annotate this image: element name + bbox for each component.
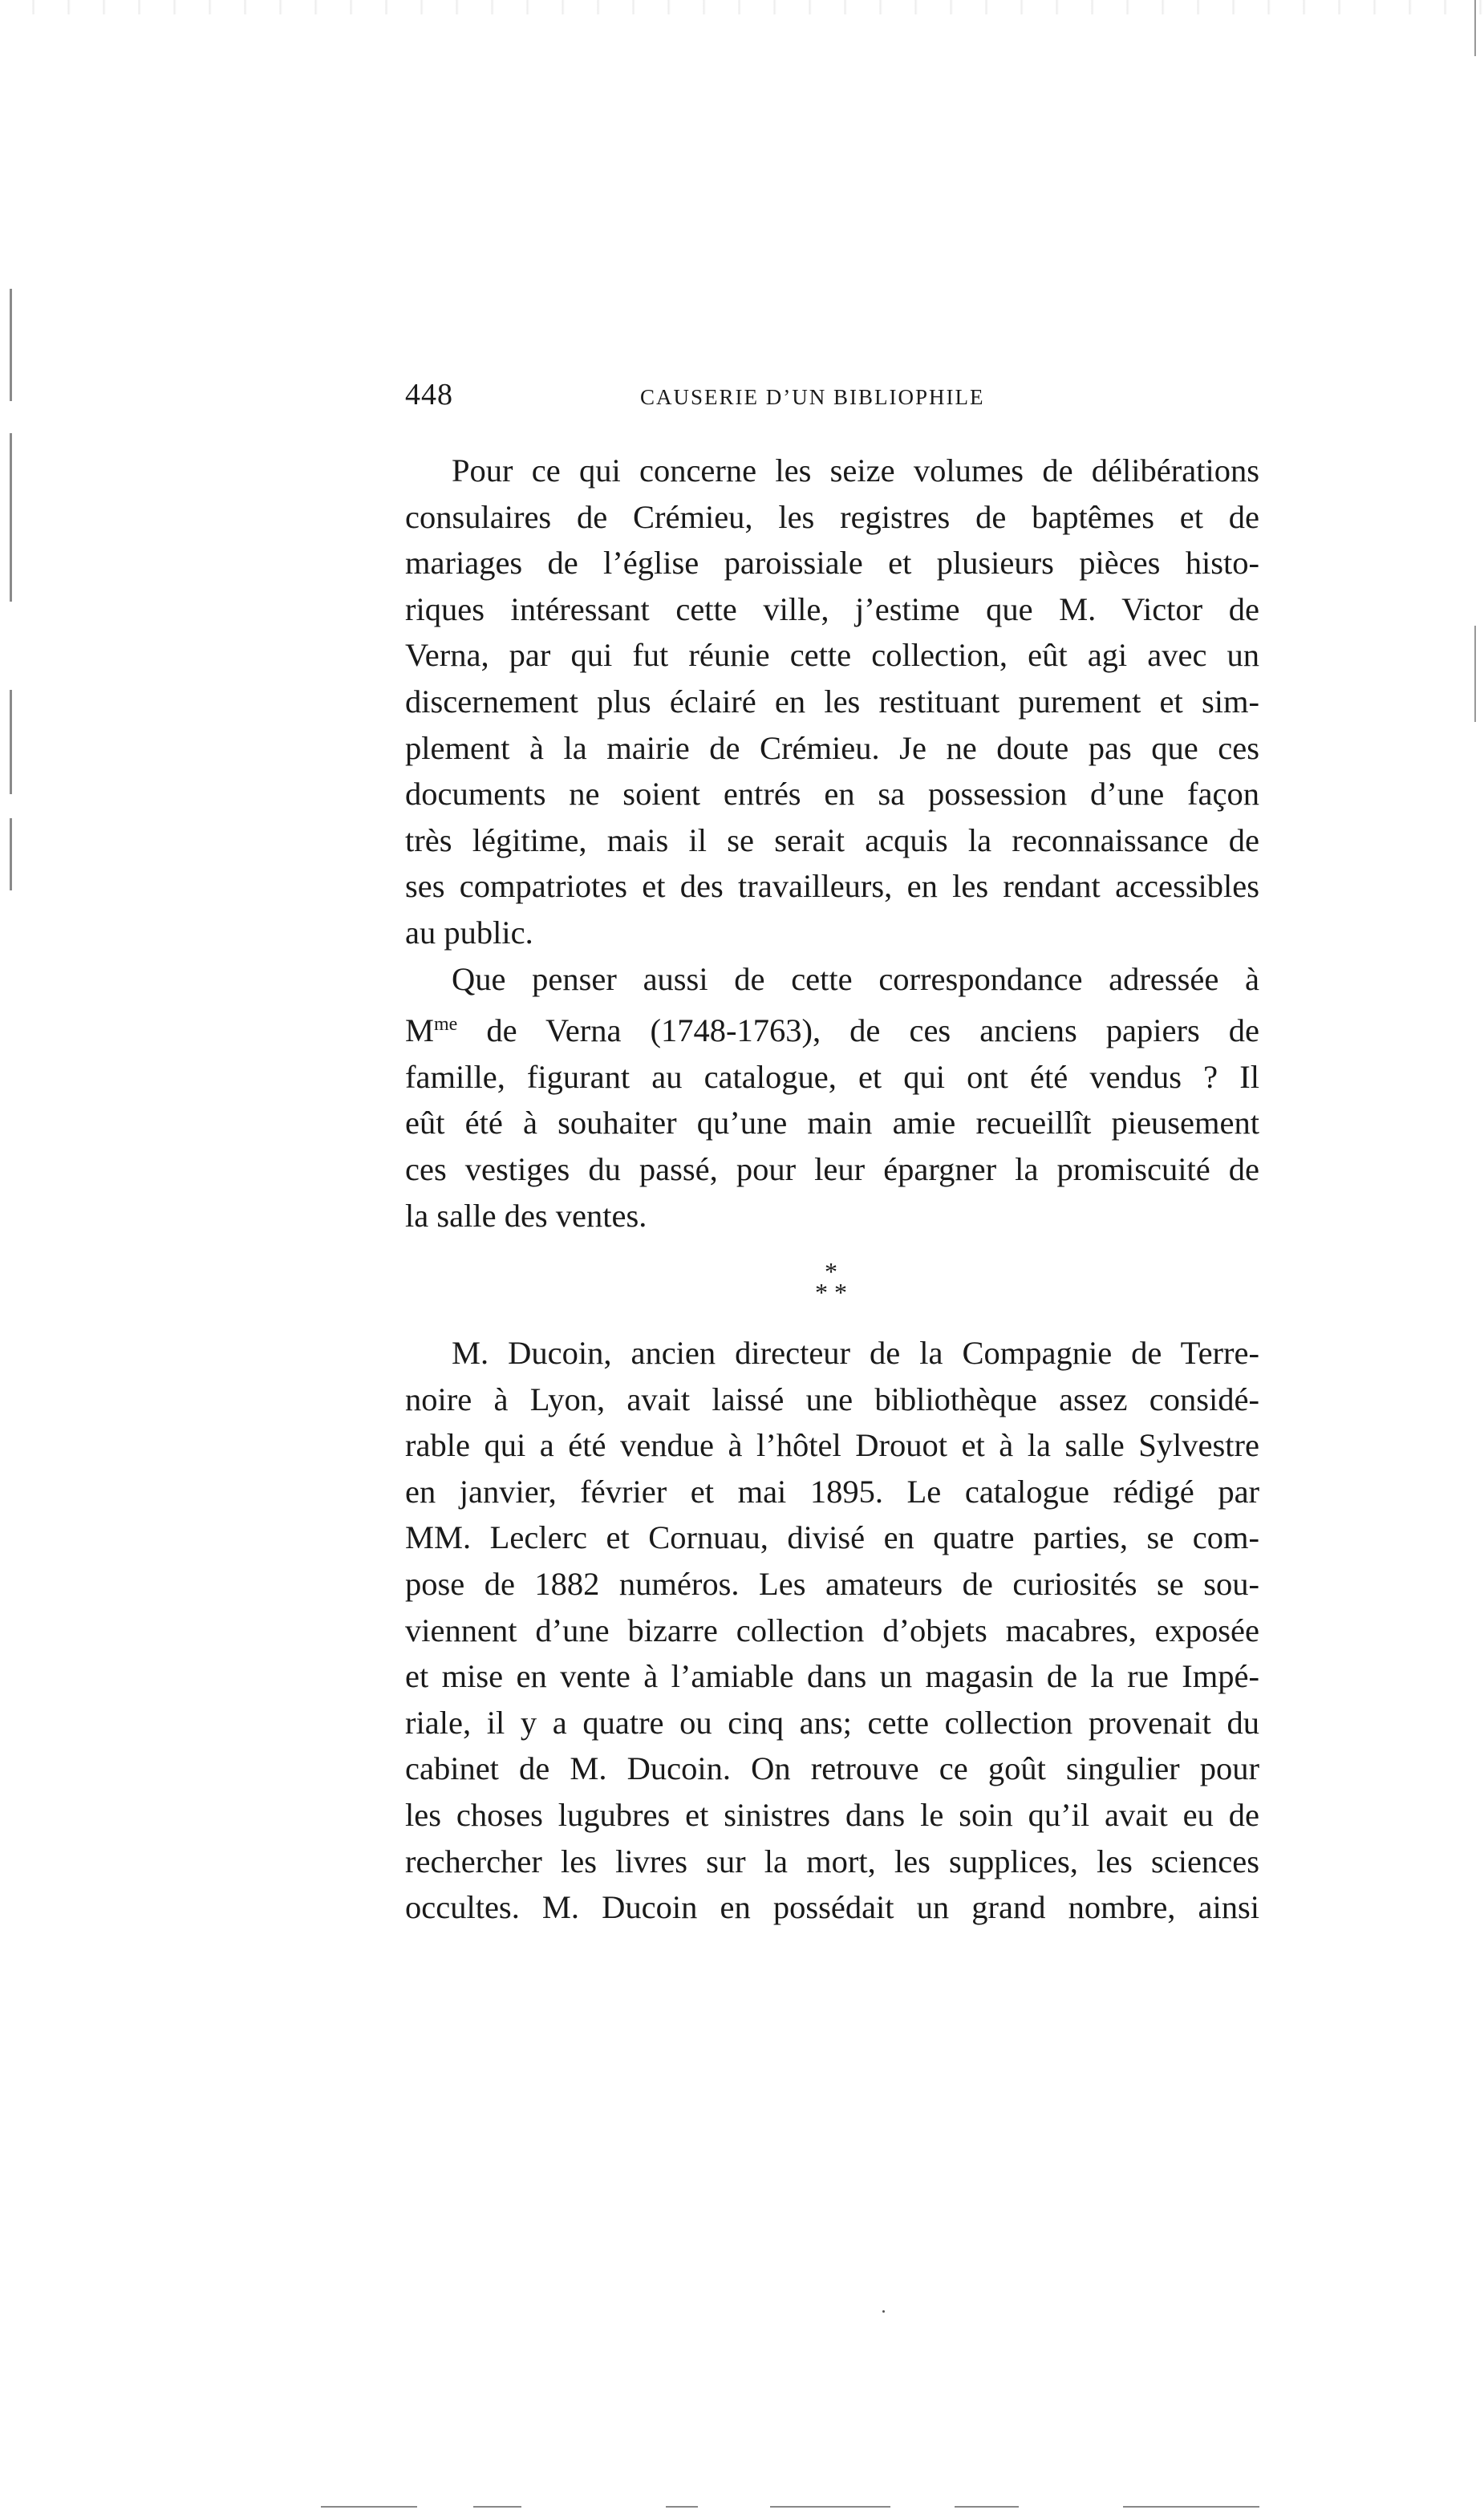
text-fragment: de Verna (1748-1763), de ces anciens papiers de [457,1012,1260,1049]
scan-edge-mark-right [1474,0,1476,56]
text-line [405,1002,1259,1054]
scan-noise-top [0,0,1484,14]
text-line: M. Ducoin, ancien directeur de la Compagnie de Terre- [452,1335,1259,1371]
running-head: CAUSERIE D’UN BIBLIOPHILE [640,385,985,409]
text-line: consulaires de Crémieu, les registres de baptêmes et de [405,498,1260,535]
scan-bottom-mark [770,2506,890,2508]
text-line: mariages de l’église paroissiale et plusieurs pièces histo- [405,545,1259,582]
text-line: plement à la mairie de Crémieu. Je ne doute pas que ces [405,729,1260,766]
text-line: en janvier, février et mai 1895. Le catalogue rédigé par [405,1473,1260,1510]
asterism-top: * [825,1257,837,1286]
page-number: 448 [405,378,453,412]
superscript-me: me [434,1014,458,1036]
text-line: au public. [405,914,533,951]
text-line: riale, il y a quatre ou cinq ans; cette collection provenait du [405,1704,1260,1741]
text-line: rechercher les livres sur la mort, les supplices, les sciences [405,1843,1259,1879]
text-line: très légitime, mais il se serait acquis la reconnaissance de [405,821,1259,858]
text-line: ces vestiges du passé, pour leur épargner la promiscuité de [405,1150,1259,1187]
text-line: MM. Leclerc et Cornuau, divisé en quatre parties, se com- [405,1519,1260,1556]
text-line: viennent d’une bizarre collection d’objets macabres, exposée [405,1612,1260,1648]
text-line: riques intéressant cette ville, j’estime que M. Victor de [405,590,1259,627]
paragraph-1 [405,448,1259,956]
text-line: Que penser aussi de cette correspondance adressée à [452,960,1259,997]
scan-edge-mark-right [1474,626,1476,722]
scan-edge-mark [10,289,12,401]
text-line: discernement plus éclairé en les restituant purement et sim- [405,683,1259,720]
text-line: cabinet de M. Ducoin. On retrouve ce goût singulier pour [405,1750,1260,1787]
abbrev-m: M [405,1012,435,1049]
body-text-upper [405,448,1259,1239]
paragraph-3 [405,1330,1259,1931]
text-line: Pour ce qui concerne les seize volumes de délibérations [452,452,1259,489]
scan-bottom-mark [1123,2506,1259,2508]
paragraph-2 [405,956,1259,1239]
scan-edge-mark [10,818,12,890]
scan-bottom-mark [321,2506,417,2508]
page-header [405,377,1271,425]
text-line: noire à Lyon, avait laissé une bibliothèque assez considé- [405,1381,1259,1417]
text-line: rable qui a été vendue à l’hôtel Drouot et à la salle Sylvestre [405,1427,1259,1464]
text-line: et mise en vente à l’amiable dans un magasin de la rue Impé- [405,1658,1259,1695]
scan-bottom-mark [666,2506,698,2508]
asterism-bottom: * * [815,1278,847,1307]
text-line: eût été à souhaiter qu’une main amie recueillît pieusement [405,1105,1259,1141]
text-line: pose de 1882 numéros. Les amateurs de curiosités se sou- [405,1565,1260,1602]
scan-edge-mark [10,433,12,602]
scan-bottom-mark [955,2506,1019,2508]
text-line: les choses lugubres et sinistres dans le soin qu’il avait eu de [405,1796,1260,1833]
asterism-separator [807,1257,855,1309]
text-line: Verna, par qui fut réunie cette collection, eût agi avec un [405,637,1260,674]
scan-speck [882,2310,885,2313]
text-line: ses compatriotes et des travailleurs, en les rendant accessibles [405,868,1259,905]
scan-bottom-mark [473,2506,521,2508]
scan-edge-mark [10,690,12,794]
text-line: la salle des ventes. [405,1197,647,1234]
text-line: documents ne soient entrés en sa possession d’une façon [405,776,1259,813]
body-text-lower [405,1330,1259,1931]
text-line: occultes. M. Ducoin en possédait un grand nombre, ainsi [405,1889,1260,1926]
text-line: famille, figurant au catalogue, et qui ont été vendus ? Il [405,1058,1259,1095]
